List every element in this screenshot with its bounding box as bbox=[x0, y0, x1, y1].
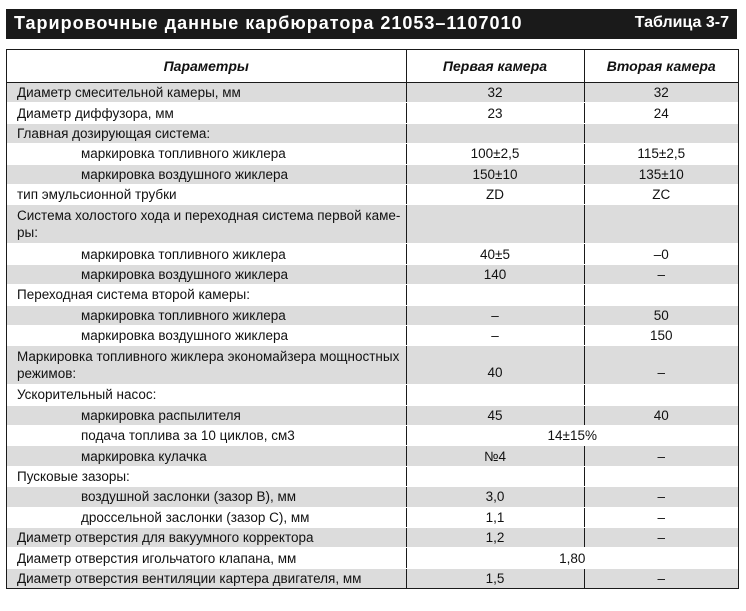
first-chamber-value bbox=[406, 123, 584, 143]
parameter-cell: Пусковые зазоры: bbox=[7, 466, 406, 486]
first-chamber-value bbox=[406, 466, 584, 486]
parameter-cell: подача топлива за 10 циклов, см3 bbox=[7, 426, 406, 446]
first-chamber-value: 32 bbox=[406, 83, 584, 103]
first-chamber-value: – bbox=[406, 325, 584, 345]
parameter-cell: Диаметр отверстия для вакуумного корректора bbox=[7, 528, 406, 548]
parameter-cell: Диаметр смесительной камеры, мм bbox=[7, 83, 406, 103]
second-chamber-value: – bbox=[584, 528, 738, 548]
parameter-cell: Маркировка топливного жиклера экономайзера мощностных режимов: bbox=[7, 346, 406, 385]
header-second-chamber: Вторая камера bbox=[584, 50, 738, 83]
header-parameters: Параметры bbox=[7, 50, 406, 83]
table-row bbox=[7, 305, 738, 325]
second-chamber-value: 150 bbox=[584, 325, 738, 345]
table-row bbox=[7, 103, 738, 123]
calibration-table bbox=[7, 50, 738, 588]
second-chamber-value: 135±10 bbox=[584, 164, 738, 184]
first-chamber-value: 45 bbox=[406, 405, 584, 425]
second-chamber-value: – bbox=[584, 346, 738, 385]
second-chamber-value bbox=[584, 123, 738, 143]
table-row bbox=[7, 466, 738, 486]
table-row bbox=[7, 164, 738, 184]
table-row bbox=[7, 205, 738, 244]
second-chamber-value: 115±2,5 bbox=[584, 144, 738, 164]
table-row bbox=[7, 426, 738, 446]
second-chamber-value: –0 bbox=[584, 244, 738, 264]
table-row bbox=[7, 568, 738, 588]
second-chamber-value: – bbox=[584, 487, 738, 507]
second-chamber-value bbox=[584, 385, 738, 405]
parameter-cell: воздушной заслонки (зазор В), мм bbox=[7, 487, 406, 507]
table-row bbox=[7, 244, 738, 264]
parameter-cell: Диаметр отверстия игольчатого клапана, мм bbox=[7, 548, 406, 568]
table-row bbox=[7, 528, 738, 548]
parameter-cell: Диаметр отверстия вентиляции картера двигателя, мм bbox=[7, 568, 406, 588]
first-chamber-value: 150±10 bbox=[406, 164, 584, 184]
parameter-cell: Главная дозирующая система: bbox=[7, 123, 406, 143]
second-chamber-value: 32 bbox=[584, 83, 738, 103]
parameter-cell: тип эмульсионной трубки bbox=[7, 184, 406, 204]
parameter-cell: маркировка воздушного жиклера bbox=[7, 325, 406, 345]
merged-value-cell: 1,80 bbox=[406, 548, 738, 568]
first-chamber-value bbox=[406, 205, 584, 244]
first-chamber-value: 40 bbox=[406, 346, 584, 385]
first-chamber-value: 1,1 bbox=[406, 507, 584, 527]
table-row bbox=[7, 446, 738, 466]
table-row bbox=[7, 325, 738, 345]
table-row bbox=[7, 144, 738, 164]
table-row bbox=[7, 405, 738, 425]
table-title: Тарировочные данные карбюратора 21053–1107010 bbox=[14, 13, 523, 33]
parameter-cell: Диаметр диффузора, мм bbox=[7, 103, 406, 123]
second-chamber-value: – bbox=[584, 264, 738, 284]
parameter-cell: Переходная система второй камеры: bbox=[7, 285, 406, 305]
parameter-cell: маркировка топливного жиклера bbox=[7, 144, 406, 164]
title-bar bbox=[6, 9, 737, 39]
first-chamber-value: 140 bbox=[406, 264, 584, 284]
second-chamber-value: 24 bbox=[584, 103, 738, 123]
first-chamber-value: 40±5 bbox=[406, 244, 584, 264]
first-chamber-value: 3,0 bbox=[406, 487, 584, 507]
second-chamber-value: – bbox=[584, 568, 738, 588]
table-row bbox=[7, 83, 738, 103]
header-row bbox=[7, 50, 738, 83]
parameter-cell: Система холостого хода и переходная система первой каме-ры: bbox=[7, 205, 406, 244]
parameter-cell: маркировка воздушного жиклера bbox=[7, 164, 406, 184]
second-chamber-value: 50 bbox=[584, 305, 738, 325]
second-chamber-value bbox=[584, 285, 738, 305]
first-chamber-value bbox=[406, 285, 584, 305]
merged-value-cell: 14±15% bbox=[406, 426, 738, 446]
table-row bbox=[7, 487, 738, 507]
parameter-cell: маркировка топливного жиклера bbox=[7, 305, 406, 325]
parameter-cell: маркировка распылителя bbox=[7, 405, 406, 425]
parameter-cell: маркировка топливного жиклера bbox=[7, 244, 406, 264]
first-chamber-value bbox=[406, 385, 584, 405]
table-row bbox=[7, 548, 738, 568]
parameter-cell: Ускорительный насос: bbox=[7, 385, 406, 405]
second-chamber-value: – bbox=[584, 446, 738, 466]
table-row bbox=[7, 346, 738, 385]
second-chamber-value: ZC bbox=[584, 184, 738, 204]
parameter-cell: дроссельной заслонки (зазор С), мм bbox=[7, 507, 406, 527]
parameter-cell: маркировка воздушного жиклера bbox=[7, 264, 406, 284]
first-chamber-value: №4 bbox=[406, 446, 584, 466]
table-row bbox=[7, 123, 738, 143]
table-row bbox=[7, 264, 738, 284]
parameter-cell: маркировка кулачка bbox=[7, 446, 406, 466]
first-chamber-value: 100±2,5 bbox=[406, 144, 584, 164]
second-chamber-value: 40 bbox=[584, 405, 738, 425]
header-first-chamber: Первая камера bbox=[406, 50, 584, 83]
first-chamber-value: ZD bbox=[406, 184, 584, 204]
table-row bbox=[7, 184, 738, 204]
second-chamber-value bbox=[584, 466, 738, 486]
table-row bbox=[7, 285, 738, 305]
table-row bbox=[7, 385, 738, 405]
second-chamber-value: – bbox=[584, 507, 738, 527]
table-body bbox=[7, 83, 738, 589]
first-chamber-value: 23 bbox=[406, 103, 584, 123]
table-row bbox=[7, 507, 738, 527]
first-chamber-value: 1,5 bbox=[406, 568, 584, 588]
table-number: Таблица 3-7 bbox=[634, 14, 729, 31]
calibration-table-frame bbox=[6, 49, 739, 589]
second-chamber-value bbox=[584, 205, 738, 244]
first-chamber-value: 1,2 bbox=[406, 528, 584, 548]
first-chamber-value: – bbox=[406, 305, 584, 325]
